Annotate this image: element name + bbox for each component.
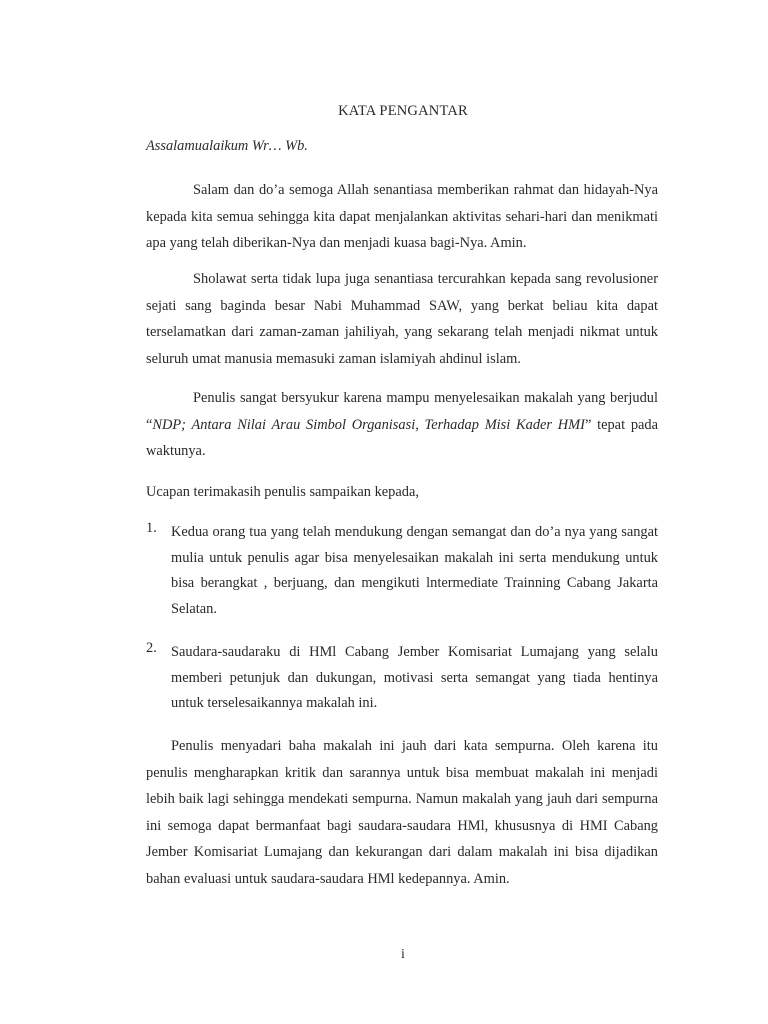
list-text: Kedua orang tua yang telah mendukung dengan semangat dan do’a nya yang sangat mulia untuk penulis agar bisa menyelesaikan makalah ini serta mendukung untuk bisa berangkat , berjuang, dan mengikuti lntermediate Trainning Cabang Jakarta Selatan. xyxy=(171,524,658,617)
paragraph-gratitude-after: ” tepat pada waktunya. xyxy=(146,416,658,459)
paper-title: NDP; Antara Nilai Arau Simbol Organisasi, Terhadap Misi Kader HMI xyxy=(152,416,585,433)
thanks-lead-in: Ucapan terimakasih penulis sampaikan kepada, xyxy=(146,484,419,500)
list-text: Saudara-saudaraku di HMl Cabang Jember Komisariat Lumajang yang selalu memberi petunjuk dan dukungan, motivasi serta semangat yang tiada hentinya untuk terselesaikannya makalah ini. xyxy=(171,644,658,711)
paragraph-opening: Salam dan do’a semoga Allah senantiasa memberikan rahmat dan hidayah-Nya kepada kita semua sehingga kita dapat menjalankan aktivitas sehari-hari dan menikmati apa yang telah diberikan-Nya dan menjadi kuasa bagi-Nya. Amin. xyxy=(146,182,658,251)
page-title: KATA PENGANTAR xyxy=(338,103,468,119)
greeting: Assalamualaikum Wr… Wb. xyxy=(146,138,308,154)
paragraph-closing: Penulis menyadari baha makalah ini jauh dari kata sempurna. Oleh karena itu penulis mengharapkan kritik dan sarannya untuk bisa membuat makalah ini menjadi lebih baik lagi sehingga mendekati sempurna. Namun makalah yang jauh dari sempurna ini semoga dapat bermanfaat bagi saudara-saudara HMl, khususnya di HMI Cabang Jember Komisariat Lumajang dan kekurangan dari dalam makalah ini bisa dijadikan bahan evaluasi untuk saudara-saudara HMl kedepannya. Amin. xyxy=(146,738,658,887)
list-number: 1. xyxy=(146,520,157,536)
paragraph-gratitude-before: Penulis sangat bersyukur karena mampu menyelesaikan makalah yang berjudul “ xyxy=(146,390,658,433)
list-number: 2. xyxy=(146,640,157,656)
paragraph-sholawat: Sholawat serta tidak lupa juga senantiasa tercurahkan kepada sang revolusioner sejati sang baginda besar Nabi Muhammad SAW, yang berkat beliau kita dapat terselamatkan dari zaman-zaman jahiliyah, yang sekarang telah menjadi nikmat untuk seluruh umat manusia memasuki zaman islamiyah ahdinul islam. xyxy=(146,271,658,367)
paragraph-gratitude xyxy=(146,385,658,465)
page-number: i xyxy=(401,947,405,962)
